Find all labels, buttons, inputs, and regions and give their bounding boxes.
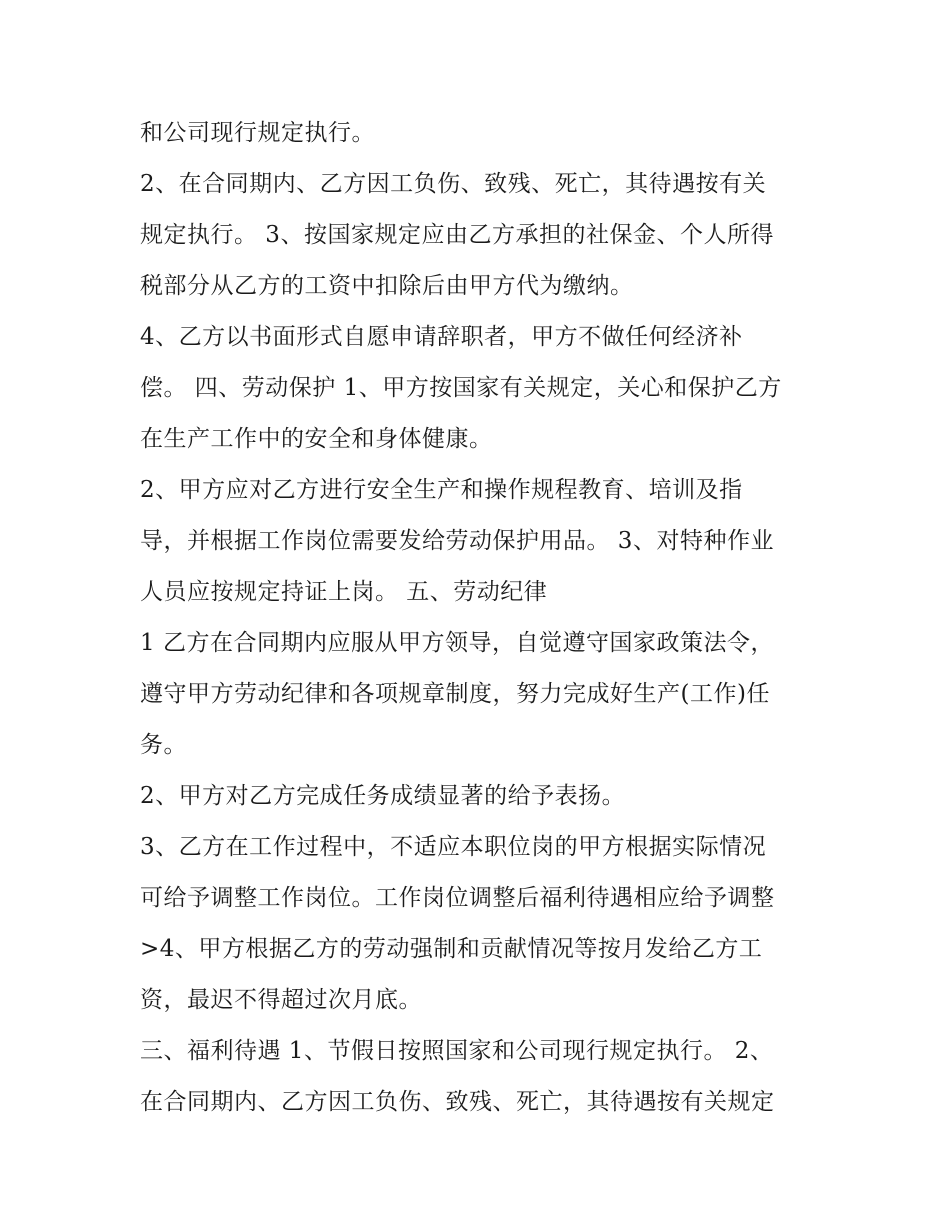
text-line: 在合同期内、乙方因工负伤、致残、死亡，其待遇按有关规定 (140, 1089, 775, 1115)
text-line: 人员应按规定持证上岗。 五、劳动纪律 (140, 579, 548, 605)
document-body (140, 108, 820, 1128)
text-line: 偿。 四、劳动保护 1、甲方按国家有关规定，关心和保护乙方 (140, 375, 782, 401)
text-line: 3、乙方在工作过程中，不适应本职位岗的甲方根据实际情况 (140, 834, 767, 860)
text-line: 在生产工作中的安全和身体健康。 (140, 426, 493, 452)
text-line: 和公司现行规定执行。 (140, 120, 375, 146)
text-line: 可给予调整工作岗位。工作岗位调整后福利待遇相应给予调整 (140, 885, 775, 911)
text-line: 资，最迟不得超过次月底。 (140, 987, 422, 1013)
text-line: 2、甲方对乙方完成任务成绩显著的给予表扬。 (140, 783, 626, 809)
text-line: 三、福利待遇 1、节假日按照国家和公司现行规定执行。 2、 (140, 1038, 774, 1064)
text-line: 务。 (140, 732, 187, 758)
text-line: 4、乙方以书面形式自愿申请辞职者，甲方不做任何经济补 (140, 324, 743, 350)
text-line: 导，并根据工作岗位需要发给劳动保护用品。 3、对特种作业 (140, 528, 774, 554)
text-line: 规定执行。 3、按国家规定应由乙方承担的社保金、个人所得 (140, 222, 774, 248)
text-line: 1 乙方在合同期内应服从甲方领导，自觉遵守国家政策法令， (140, 630, 774, 656)
text-line: 2、甲方应对乙方进行安全生产和操作规程教育、培训及指 (140, 477, 743, 503)
text-line: >4、甲方根据乙方的劳动强制和贡献情况等按月发给乙方工 (140, 936, 763, 962)
text-line: 遵守甲方劳动纪律和各项规章制度，努力完成好生产(工作)任 (140, 681, 770, 707)
text-line: 税部分从乙方的工资中扣除后由甲方代为缴纳。 (140, 273, 634, 299)
text-line: 2、在合同期内、乙方因工负伤、致残、死亡，其待遇按有关 (140, 171, 767, 197)
